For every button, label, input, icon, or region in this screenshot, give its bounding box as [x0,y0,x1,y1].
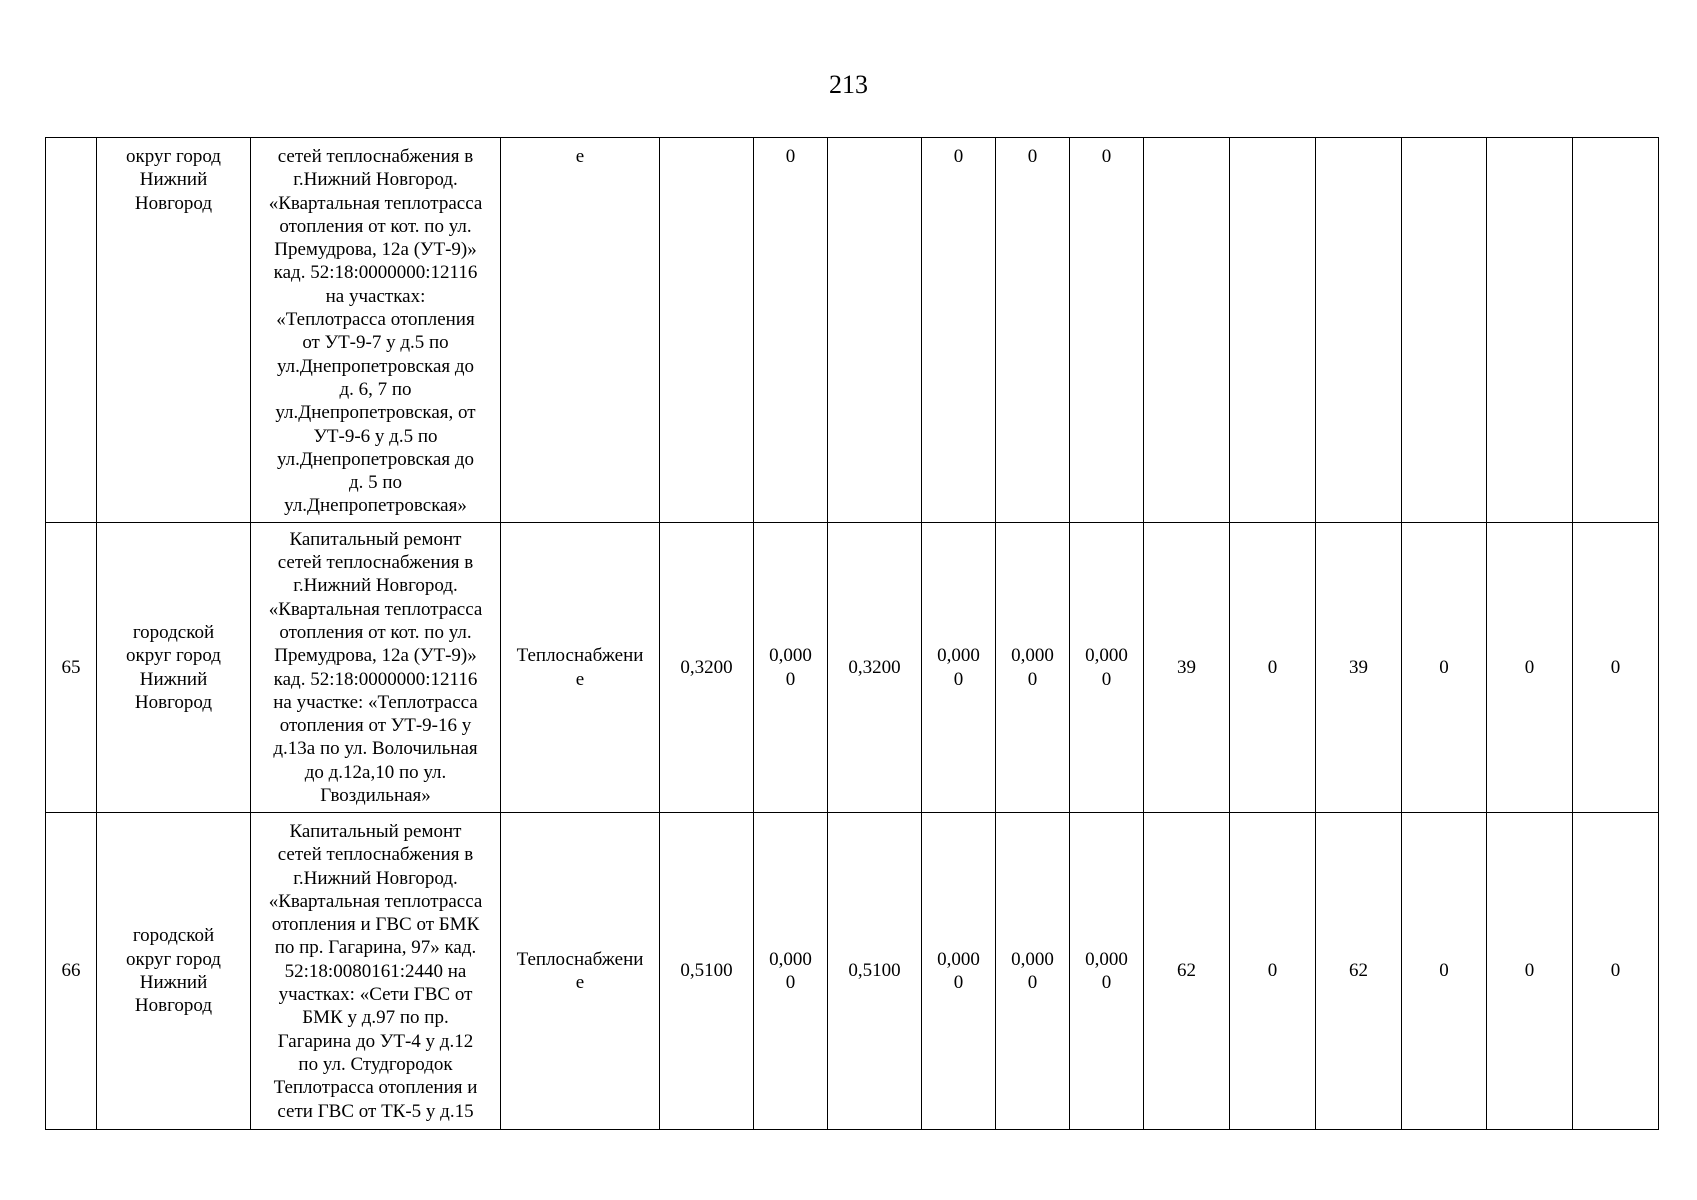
program-table [45,137,1659,1130]
value-cell: 0,000 0 [754,813,828,1130]
value-cell: 0 [1230,523,1316,813]
value-cell: 0,000 0 [922,813,996,1130]
row-number-cell: 65 [46,523,97,813]
value-cell: 0,000 0 [996,813,1070,1130]
value-cell [660,138,754,523]
municipality-cell: городской округ город Нижний Новгород [97,813,251,1130]
value-cell: 0,5100 [828,813,922,1130]
value-cell: 0 [922,138,996,523]
value-cell: 0,000 0 [1070,523,1144,813]
value-cell: 0,000 0 [754,523,828,813]
value-cell: 0,000 0 [1070,813,1144,1130]
page-number: 213 [829,70,868,99]
value-cell [1402,138,1487,523]
value-cell: 39 [1144,523,1230,813]
value-cell: 0 [1402,523,1487,813]
table-row [46,523,1659,813]
value-cell [828,138,922,523]
description-cell: сетей теплоснабжения в г.Нижний Новгород. «Квартальная теплотрасса отопления от кот. по ул. Премудрова, 12а (УТ-9)» кад. 52:18:0000000:12116 на участках: «Теплотрасса отопления от УТ-9-7 у д.5 по ул.Днепропетровская до д. 6, 7 по ул.Днепропетровская, от УТ-9-6 у д.5 по ул.Днепропетровская до д. 5 по ул.Днепропетровская» [251,138,501,523]
value-cell: 62 [1316,813,1402,1130]
table-row [46,138,1659,523]
table-row [46,813,1659,1130]
row-number-cell: 66 [46,813,97,1130]
value-cell [1573,138,1659,523]
value-cell: 0 [1070,138,1144,523]
category-cell: е [501,138,660,523]
value-cell: 0,3200 [828,523,922,813]
value-cell: 62 [1144,813,1230,1130]
municipality-cell: округ город Нижний Новгород [97,138,251,523]
category-cell: Теплоснабжени е [501,523,660,813]
description-cell: Капитальный ремонт сетей теплоснабжения в г.Нижний Новгород. «Квартальная теплотрасса отопления и ГВС от БМК по пр. Гагарина, 97» кад. 52:18:0080161:2440 на участках: «Сети ГВС от БМК у д.97 по пр. Гагарина до УТ-4 у д.12 по ул. Студгородок Теплотрасса отопления и сети ГВС от ТК-5 у д.15 [251,813,501,1130]
value-cell: 0 [1487,813,1573,1130]
value-cell [1230,138,1316,523]
value-cell: 0,5100 [660,813,754,1130]
value-cell: 0 [1573,813,1659,1130]
value-cell: 0 [1230,813,1316,1130]
value-cell: 0 [1402,813,1487,1130]
description-cell: Капитальный ремонт сетей теплоснабжения в г.Нижний Новгород. «Квартальная теплотрасса отопления от кот. по ул. Премудрова, 12а (УТ-9)» кад. 52:18:0000000:12116 на участке: «Теплотрасса отопления от УТ-9-16 у д.13а по ул. Волочильная до д.12а,10 по ул. Гвоздильная» [251,523,501,813]
value-cell [1144,138,1230,523]
value-cell: 39 [1316,523,1402,813]
municipality-cell: городской округ город Нижний Новгород [97,523,251,813]
value-cell: 0 [1487,523,1573,813]
value-cell: 0,000 0 [922,523,996,813]
value-cell: 0 [1573,523,1659,813]
value-cell: 0,3200 [660,523,754,813]
row-number-cell [46,138,97,523]
value-cell: 0,000 0 [996,523,1070,813]
category-cell: Теплоснабжени е [501,813,660,1130]
value-cell: 0 [996,138,1070,523]
value-cell [1316,138,1402,523]
value-cell: 0 [754,138,828,523]
value-cell [1487,138,1573,523]
